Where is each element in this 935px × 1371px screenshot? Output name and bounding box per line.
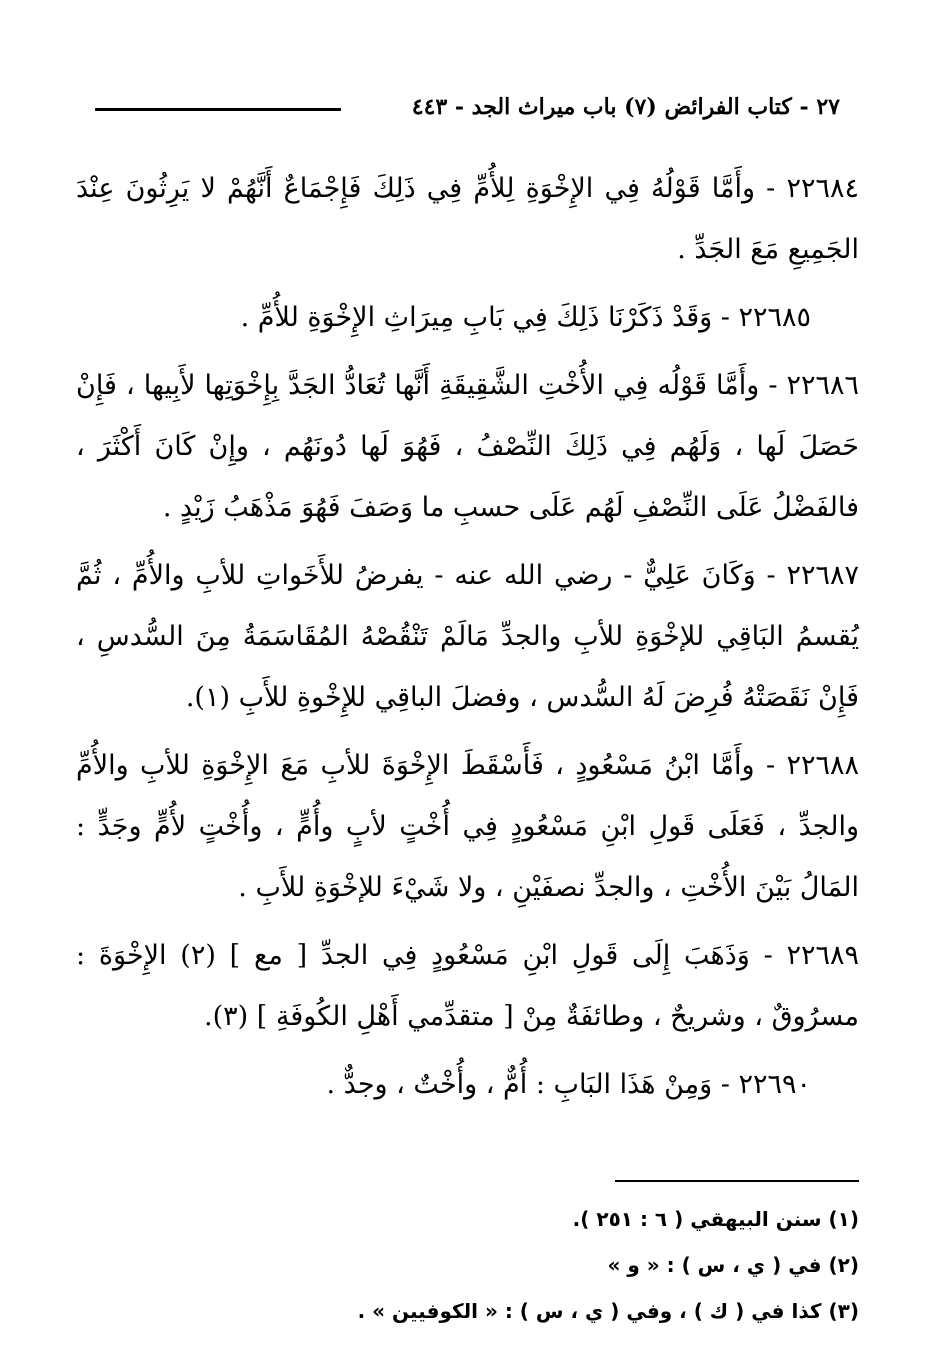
paragraph-22688: ٢٢٦٨٨ - وأَمَّا ابْنُ مَسْعُودٍ ، فَأَسْقَطَ الإِخْوَةَ للأبِ مَعَ الإِخْوَةِ للأبِ والأُمِّ والجدِّ ، فَعَلَى قَولِ ابْنِ مَسْعُودٍ فِي أُخْتٍ لأبٍ وأُمٍّ ، وأُخْتٍ لأُمٍّ وجَدٍّ : المَالُ بَيْنَ الأُخْتِ ، والجدِّ نصفَيْنِ ، ولا شَيْءَ للإخْوَةِ للأَبِ . <box>76 750 859 903</box>
footnote-2: (٢) في ( ي ، س ) : « و » <box>607 1253 859 1277</box>
footnotes <box>76 1196 859 1334</box>
paragraph-22684: ٢٢٦٨٤ - وأَمَّا قَوْلُهُ فِي الإِخْوَةِ لِلأُمِّ فِي ذَلِكَ فَإِجْمَاعٌ أَنَّهُمْ لا يَرِثُونَ عِنْدَ الجَمِيعِ مَعَ الجَدِّ . <box>76 173 859 265</box>
paragraph-22690: ٢٢٦٩٠ - وَمِنْ هَذَا البَابِ : أُمٌّ ، وأُخْتٌ ، وجدٌّ . <box>326 1069 811 1100</box>
paragraph-22686: ٢٢٦٨٦ - وأَمَّا قَوْلُه فِي الأُخْتِ الشَّقِيقَةِ أَنَّها تُعَادُّ الجَدَّ بِإِخْوَتِها لأَبِيها ، فَإِنْ حَصَلَ لَها ، وَلَهُم فِي ذَلِكَ النِّصْفُ ، فَهُوَ لَها دُونَهُم ، وإِنْ كَانَ أَكْثَرَ ، فالفَضْلُ عَلَى النِّصْفِ لَهُم عَلَى حسبِ ما وَصَفَ فَهُوَ مَذْهَبُ زَيْدٍ . <box>76 370 860 523</box>
footnote-divider <box>615 1180 859 1182</box>
paragraph-22689: ٢٢٦٨٩ - وَذَهَبَ إِلَى قَولِ ابْنِ مَسْعُودٍ فِي الجدِّ [ مع ] (٢) الإِخْوَةَ : مسرُوقٌ ، وشريحٌ ، وطائفَةٌ مِنْ [ متقدِّمي أَهْلِ الكُوفَةِ ] (٣). <box>76 940 860 1032</box>
paragraph-22687: ٢٢٦٨٧ - وَكَانَ عَلِيٌّ - رضي الله عنه - يفرضُ للأَخَواتِ للأبِ والأُمِّ ، ثُمَّ يُقسمُ البَاقِي للإخْوَةِ للأبِ والجدِّ مَالَمْ تَنْقُصْهُ المُقَاسَمَةُ مِنَ السُّدسِ ، فَإِنْ نَقَصَتْهُ فُرِضَ لَهُ السُّدس ، وفضلَ الباقِي للإِخْوةِ للأَبِ (١). <box>76 560 859 713</box>
page-header <box>95 88 840 128</box>
footnote-3: (٣) كذا في ( ك ) ، وفي ( ي ، س ) : « الكوفيين » . <box>357 1299 859 1323</box>
paragraph-22685: ٢٢٦٨٥ - وَقَدْ ذَكَرْنَا ذَلِكَ فِي بَابِ مِيرَاثِ الإِخْوَةِ للأُمِّ . <box>240 302 811 333</box>
footnote-1: (١) سنن البيهقي ( ٦ : ٢٥١ ). <box>572 1207 859 1231</box>
running-title: ٢٧ - كتاب الفرائض (٧) باب ميراث الجد - ٤٤٣ <box>411 94 840 120</box>
main-text <box>76 158 859 1122</box>
header-rule <box>95 108 341 111</box>
